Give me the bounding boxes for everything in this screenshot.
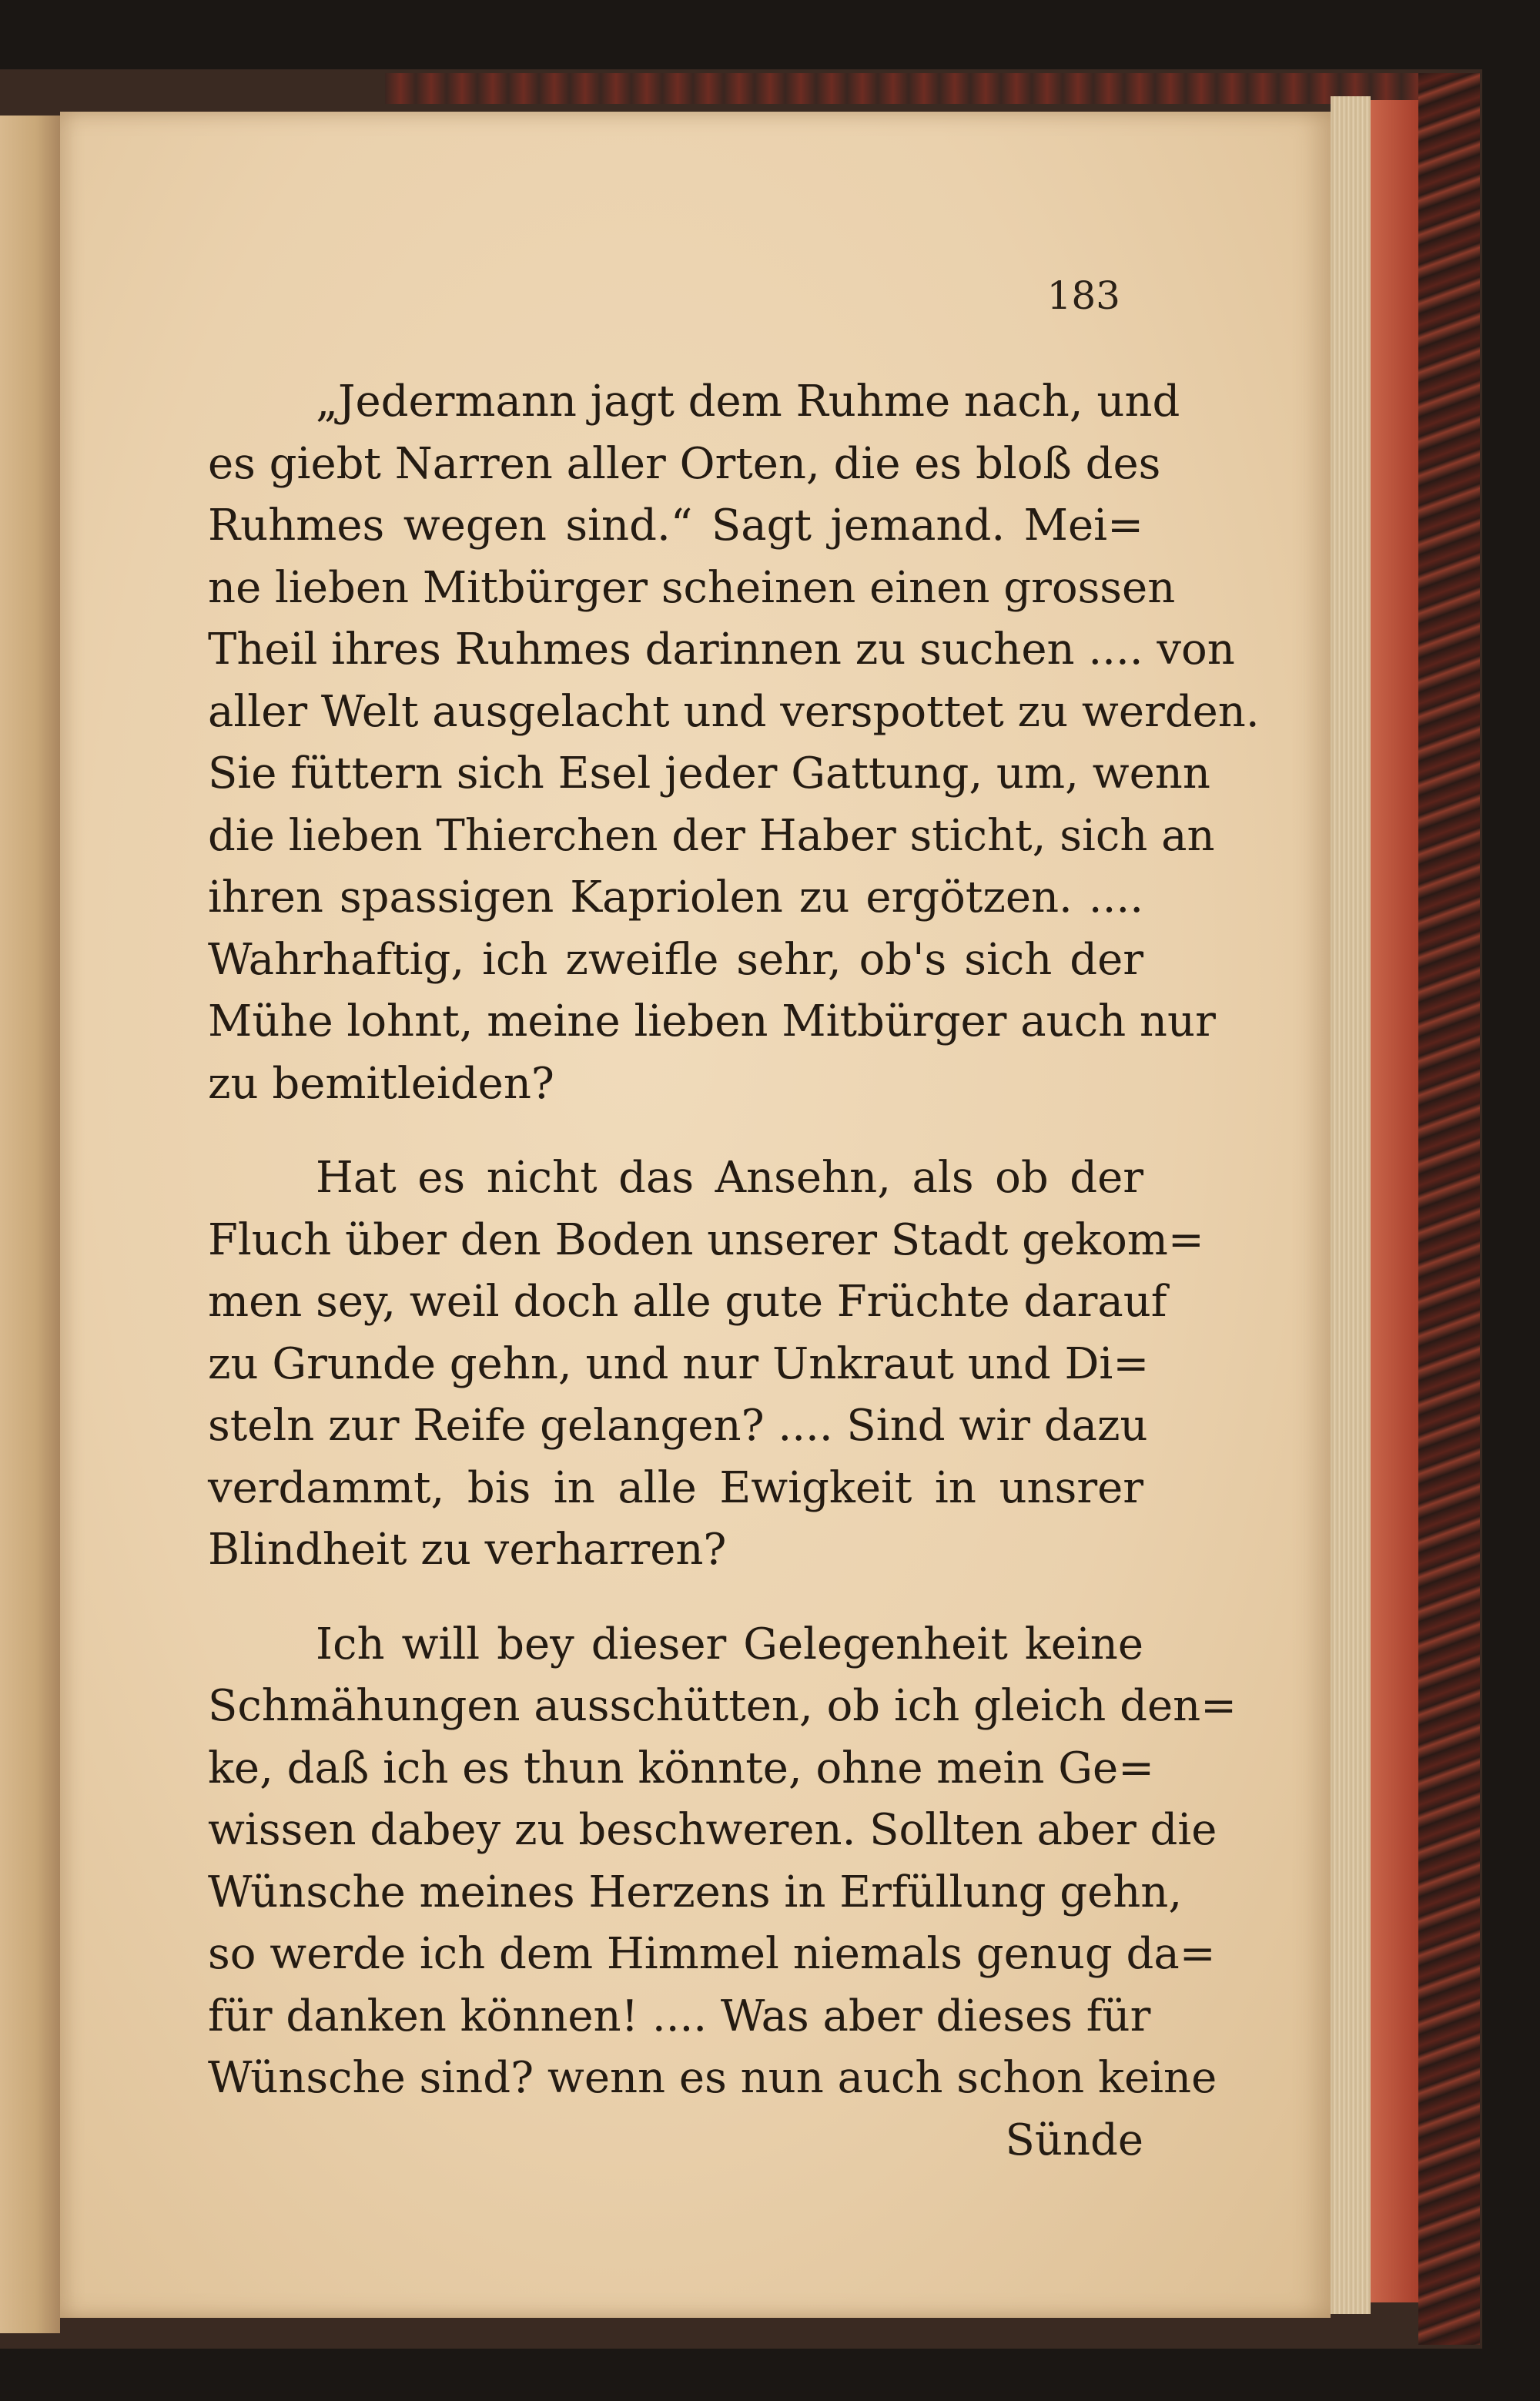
- text-line: Theil ihres Ruhmes darinnen zu suchen .... von: [208, 625, 1235, 675]
- text-line: die lieben Thierchen der Haber sticht, sich an: [208, 810, 1215, 861]
- red-page-edge: [1371, 100, 1418, 2302]
- page-number: 183: [1046, 273, 1120, 318]
- facing-page-edge: [0, 116, 60, 2333]
- text-line: Sie füttern sich Esel jeder Gattung, um, wenn: [208, 748, 1210, 799]
- text-line: Wünsche meines Herzens in Erfüllung gehn,: [208, 1867, 1183, 1917]
- text-line: zu bemitleiden?: [208, 1058, 554, 1109]
- text-line: Mühe lohnt, meine lieben Mitbürger auch nur: [208, 996, 1216, 1046]
- page-block-edges: [1331, 96, 1371, 2314]
- catchword: Sünde: [1005, 2115, 1143, 2165]
- text-line: aller Welt ausgelacht und verspottet zu werden.: [208, 686, 1260, 737]
- text-line: Ich will bey dieser Gelegenheit keine: [316, 1619, 1143, 1669]
- text-line: Hat es nicht das Ansehn, als ob der: [316, 1153, 1143, 1203]
- text-line: so werde ich dem Himmel niemals genug da=: [208, 1929, 1216, 1979]
- text-line: ne lieben Mitbürger scheinen einen grossen: [208, 562, 1176, 613]
- text-line: Schmähungen ausschütten, ob ich gleich den=: [208, 1681, 1237, 1731]
- text-line: ke, daß ich es thun könnte, ohne mein Ge=: [208, 1743, 1155, 1793]
- text-line: Fluch über den Boden unserer Stadt gekom=: [208, 1214, 1204, 1265]
- text-line: ihren spassigen Kapriolen zu ergötzen. ....: [208, 872, 1143, 923]
- text-line: verdammt, bis in alle Ewigkeit in unsrer: [208, 1462, 1143, 1513]
- marbled-top-edge: [385, 73, 1432, 104]
- paragraph-3: [208, 1614, 1237, 2172]
- text-line: es giebt Narren aller Orten, die es bloß des: [208, 438, 1161, 489]
- text-line: für danken können! .... Was aber dieses für: [208, 1991, 1151, 2041]
- paragraph-1: [208, 371, 1260, 1115]
- text-line: Blindheit zu verharren?: [208, 1525, 727, 1575]
- paragraph-2: [208, 1147, 1204, 1582]
- page-text: [208, 371, 1260, 2204]
- text-line: men sey, weil doch alle gute Früchte darauf: [208, 1277, 1167, 1327]
- text-line: zu Grunde gehn, und nur Unkraut und Di=: [208, 1338, 1150, 1389]
- text-line: wissen dabey zu beschweren. Sollten aber die: [208, 1805, 1217, 1855]
- text-line: Ruhmes wegen sind.“ Sagt jemand. Mei=: [208, 501, 1143, 551]
- text-line: „Jedermann jagt dem Ruhme nach, und: [316, 377, 1180, 427]
- marbled-cover-edge: [1418, 73, 1480, 2345]
- text-line: steln zur Reife gelangen? .... Sind wir dazu: [208, 1401, 1148, 1451]
- text-line: Wünsche sind? wenn es nun auch schon keine: [208, 2053, 1217, 2103]
- text-line: Wahrhaftig, ich zweifle sehr, ob's sich der: [208, 934, 1143, 985]
